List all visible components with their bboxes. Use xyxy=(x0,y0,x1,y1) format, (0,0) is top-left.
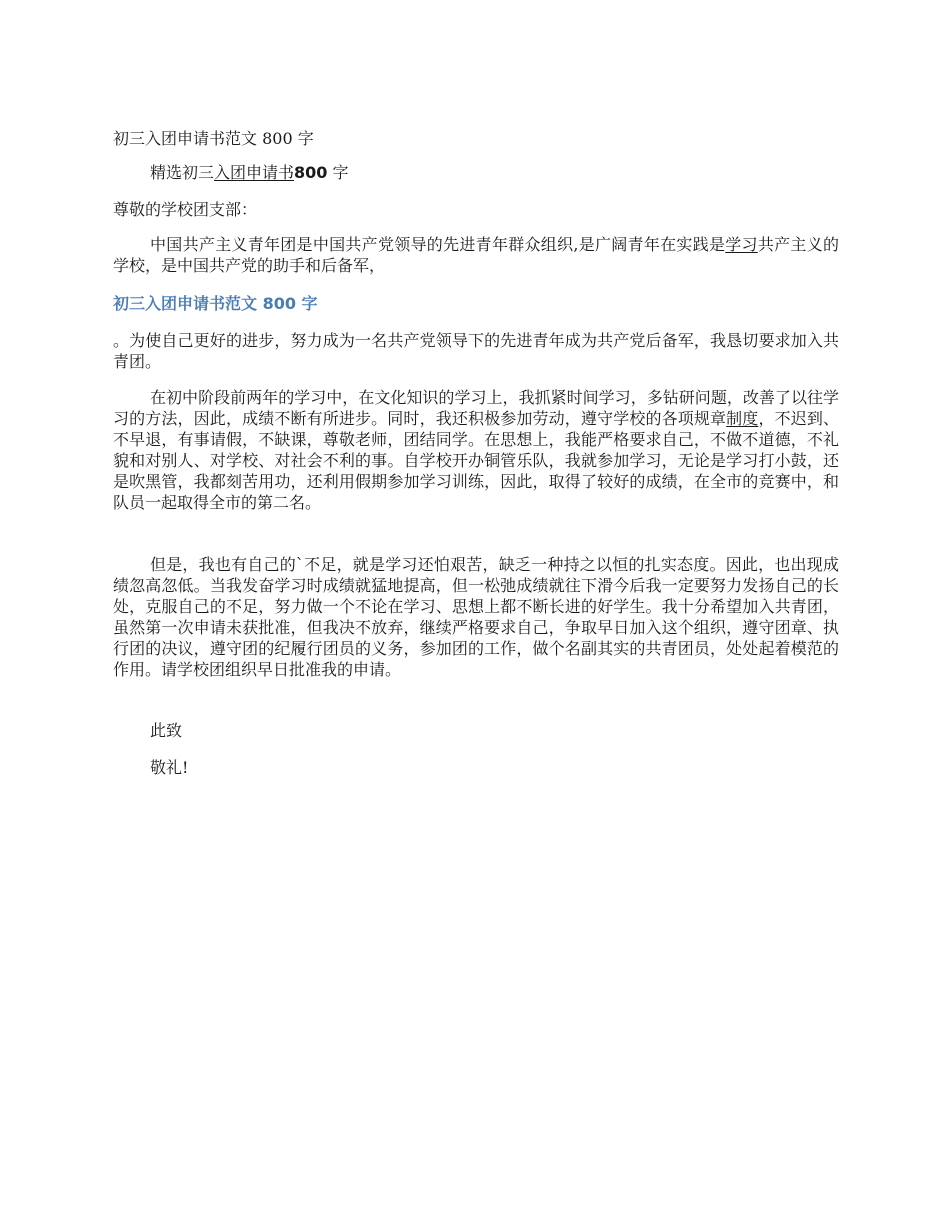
paragraph-1-text-b: 共产主义的学校，是中国共产党的助手和后备军， xyxy=(113,235,839,275)
study-link[interactable]: 学习 xyxy=(725,235,758,254)
salutation: 尊敬的学校团支部： xyxy=(113,200,258,219)
paragraph-1-text-a: 中国共产主义青年团是中国共产党领导的先进青年群众组织,是广阔青年在实践是 xyxy=(150,235,726,254)
paragraph-4: 但是，我也有自己的`不足，就是学习还怕艰苦，缺乏一种持之以恒的扎实态度。因此，也出现成绩忽高忽低。当我发奋学习时成绩就猛地提高，但一松弛成绩就往下滑今后我一定要努力发扬自己的长处，克服自己的不足，努力做一个不论在学习、思想上都不断长进的好学生。我十分希望加入共青团，虽然第一次申请未获批准，但我决不放弃，继续严格要求自己，争取早日加入这个组织，遵守团章、执行团的决议，遵守团的纪履行团员的义务，参加团的工作，做个名副其实的共青团员，处处起着模范的作用。请学校团组织早日批准我的申请。 xyxy=(113,555,839,679)
subtitle-number: 800 xyxy=(294,163,328,182)
paragraph-3 xyxy=(113,387,839,513)
closing-line-1: 此致 xyxy=(150,721,183,740)
closing-line-2: 敬礼! xyxy=(150,758,189,777)
paragraph-3-text-b: ，不迟到、不早退，有事请假，不缺课，尊敬老师，团结同学。在思想上，我能严格要求自己，不做不道德，不礼貌和对别人、对学校、对社会不利的事。自学校开办铜管乐队，我就参加学习，无论是学习打小鼓，还是吹黑管，我都刻苦用功，还利用假期参加学习训练，因此，取得了较好的成绩，在全市的竞赛中，和队员一起取得全市的第二名。 xyxy=(113,409,839,512)
regulation-link[interactable]: 制度 xyxy=(726,409,759,428)
subtitle-suffix: 字 xyxy=(327,163,349,182)
paragraph-3-text-a: 在初中阶段前两年的学习中，在文化知识的学习上，我抓紧时间学习，多钻研问题，改善了以往学习的方法，因此，成绩不断有所进步。同时，我还积极参加劳动，遵守学校的各项规章 xyxy=(113,388,839,428)
paragraph-1 xyxy=(113,234,839,276)
document-title: 初三入团申请书范文 800 字 xyxy=(113,129,314,148)
subtitle-prefix: 精选初三 xyxy=(150,163,215,182)
paragraph-2: 。为使自己更好的进步，努力成为一名共产党领导下的先进青年成为共产党后备军，我恳切要求加入共青团。 xyxy=(113,331,839,371)
subtitle-link[interactable]: 入团申请书 xyxy=(214,163,295,182)
section-heading: 初三入团申请书范文 800 字 xyxy=(113,294,318,313)
document-subtitle xyxy=(150,162,349,183)
